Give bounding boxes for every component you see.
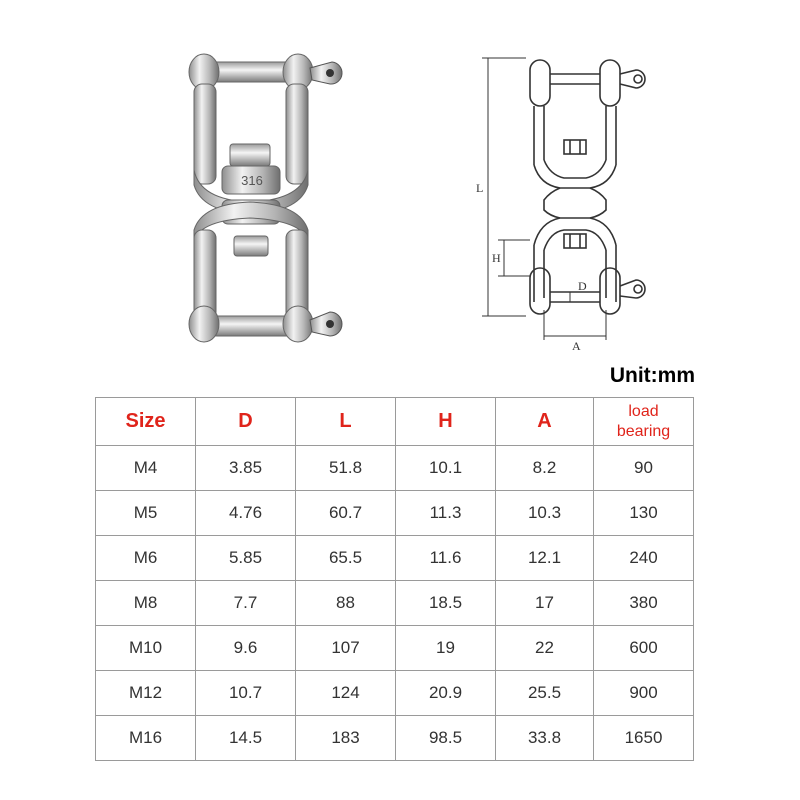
header-d: D <box>196 398 296 446</box>
cell-size: M8 <box>96 581 196 626</box>
cell-a: 17 <box>496 581 594 626</box>
cell-d: 9.6 <box>196 626 296 671</box>
cell-h: 10.1 <box>396 446 496 491</box>
table-row <box>96 671 694 716</box>
cell-l: 183 <box>296 716 396 761</box>
cell-a: 12.1 <box>496 536 594 581</box>
cell-size: M12 <box>96 671 196 716</box>
cell-d: 5.85 <box>196 536 296 581</box>
table-row <box>96 716 694 761</box>
header-l: L <box>296 398 396 446</box>
cell-load: 900 <box>594 671 694 716</box>
table-header-row <box>96 398 694 446</box>
header-load-line1: load <box>628 402 659 420</box>
cell-load: 1650 <box>594 716 694 761</box>
cell-d: 7.7 <box>196 581 296 626</box>
cell-a: 22 <box>496 626 594 671</box>
diagram-label-D: D <box>578 279 587 293</box>
cell-d: 14.5 <box>196 716 296 761</box>
cell-h: 20.9 <box>396 671 496 716</box>
cell-l: 124 <box>296 671 396 716</box>
cell-h: 98.5 <box>396 716 496 761</box>
table-row <box>96 446 694 491</box>
spec-table <box>95 397 694 761</box>
cell-load: 240 <box>594 536 694 581</box>
unit-label: Unit:mm <box>609 364 695 387</box>
stamp-text-top: 316 <box>241 173 263 188</box>
table-row <box>96 536 694 581</box>
header-a: A <box>496 398 594 446</box>
table-row <box>96 491 694 536</box>
diagram-label-L: L <box>476 181 484 195</box>
diagram-label-A: A <box>572 339 581 353</box>
cell-h: 18.5 <box>396 581 496 626</box>
cell-l: 60.7 <box>296 491 396 536</box>
cell-l: 107 <box>296 626 396 671</box>
cell-a: 10.3 <box>496 491 594 536</box>
cell-a: 33.8 <box>496 716 594 761</box>
cell-load: 130 <box>594 491 694 536</box>
cell-size: M10 <box>96 626 196 671</box>
cell-size: M6 <box>96 536 196 581</box>
cell-load: 600 <box>594 626 694 671</box>
cell-size: M16 <box>96 716 196 761</box>
cell-load: 380 <box>594 581 694 626</box>
table-row <box>96 626 694 671</box>
cell-size: M4 <box>96 446 196 491</box>
cell-h: 11.6 <box>396 536 496 581</box>
header-size: Size <box>96 398 196 446</box>
header-load-bearing <box>594 398 694 446</box>
product-photo <box>170 40 360 360</box>
cell-d: 4.76 <box>196 491 296 536</box>
cell-d: 10.7 <box>196 671 296 716</box>
cell-h: 19 <box>396 626 496 671</box>
cell-a: 8.2 <box>496 446 594 491</box>
cell-h: 11.3 <box>396 491 496 536</box>
cell-l: 88 <box>296 581 396 626</box>
cell-d: 3.85 <box>196 446 296 491</box>
cell-l: 51.8 <box>296 446 396 491</box>
cell-l: 65.5 <box>296 536 396 581</box>
header-load-line2: bearing <box>616 422 671 440</box>
table-row <box>96 581 694 626</box>
diagram-label-H: H <box>492 251 501 265</box>
dimension-diagram <box>460 40 690 360</box>
cell-size: M5 <box>96 491 196 536</box>
cell-a: 25.5 <box>496 671 594 716</box>
cell-load: 90 <box>594 446 694 491</box>
header-h: H <box>396 398 496 446</box>
